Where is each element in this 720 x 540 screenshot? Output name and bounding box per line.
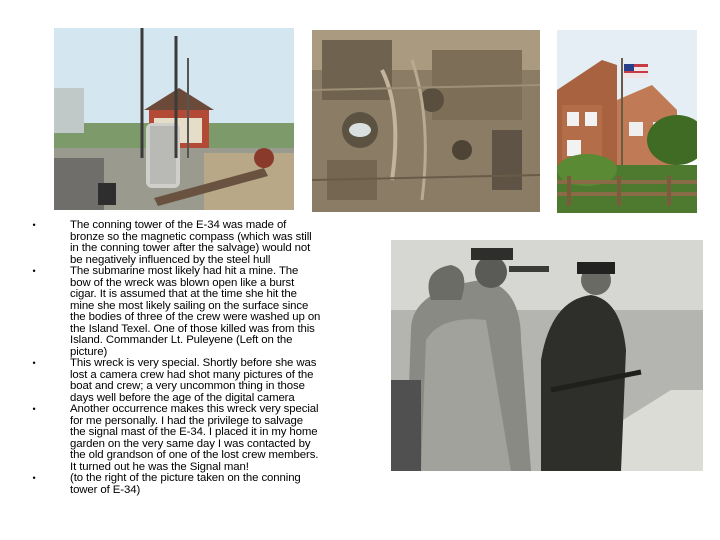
bullet-marker: • (32, 220, 36, 230)
photo-signal-mast-garden (557, 30, 697, 213)
bullet-text: This wreck is very special. Shortly before she was lost a camera crew had shot many pictures of the boat and crew; a very uncommon thing in those days well before the age of the digital camera (70, 357, 317, 404)
bullet-item (30, 220, 370, 266)
bullet-item (30, 404, 370, 473)
bullet-item (30, 266, 370, 358)
bullet-marker: • (32, 358, 36, 368)
bullet-text: Another occurrence makes this wreck very special for me personally. I had the privilege to salvage the signal mast of the E-34. I placed it in my home garden on the very same day I was contacted by the old grandson of one of the lost crew members. It turned out he was the Signal man! (70, 403, 319, 473)
bullet-marker: • (32, 473, 36, 483)
photo-crew-on-conning-tower (391, 240, 703, 471)
photo-conning-tower-display (54, 28, 294, 210)
bullet-item (30, 358, 370, 404)
bullet-marker: • (32, 404, 36, 414)
bullet-list (30, 220, 370, 496)
photo-wreck-interior (312, 30, 540, 212)
bullet-text: The submarine most likely had hit a mine. The bow of the wreck was blown open like a burst cigar. It is assumed that at the time she hit the mine she most likely sailing on the surface since the bodies of three of the crew were washed up on the Island Texel. One of those killed was from this Island. Commander Lt. Puleyene (Left on the picture) (70, 265, 321, 358)
bullet-marker: • (32, 266, 36, 276)
bullet-text: (to the right of the picture taken on the conning tower of E-34) (70, 472, 301, 496)
bullet-text: The conning tower of the E-34 was made of bronze so the magnetic compass (which was still in the conning tower after the salvage) would not be negatively influenced by the steel hull (70, 219, 312, 266)
bullet-item (30, 473, 370, 496)
